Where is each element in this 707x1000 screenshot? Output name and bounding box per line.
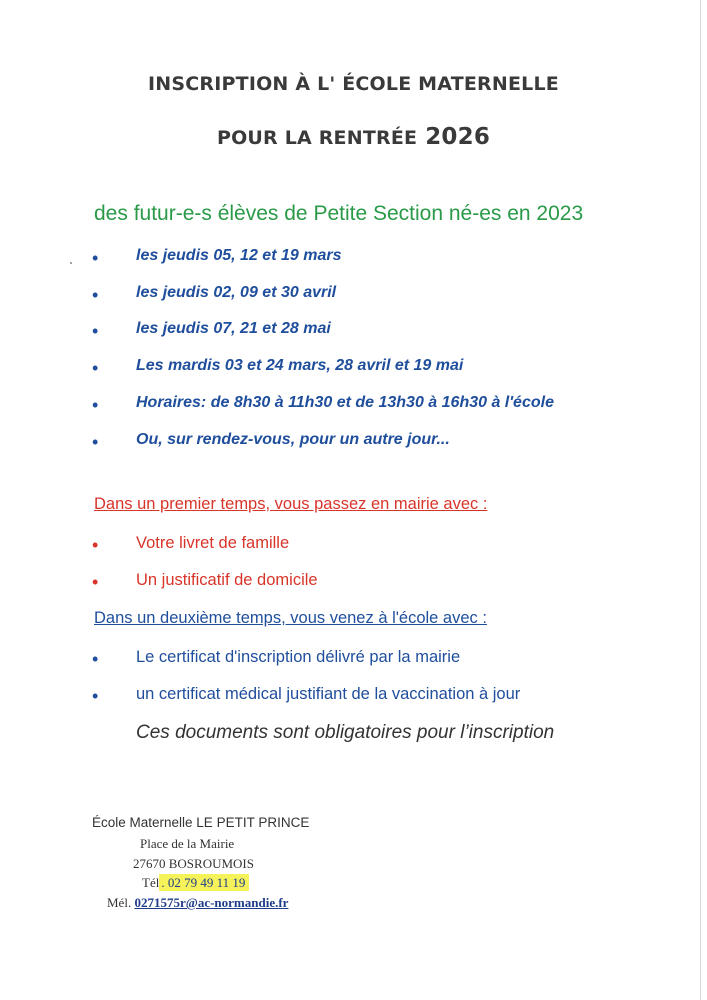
school-city: 27670 BOSROUMOIS — [133, 856, 254, 871]
bullet-icon: • — [92, 649, 99, 669]
required-document: Un justificatif de domicile — [136, 571, 318, 589]
phone-label: Tél — [142, 875, 160, 890]
school-name: École Maternelle LE PETIT PRINCE — [92, 815, 310, 830]
bullet-icon: • — [92, 358, 99, 378]
phone-number[interactable]: . 02 79 49 11 19 — [159, 874, 249, 891]
required-document: un certificat médical justifiant de la vaccination à jour — [136, 685, 521, 703]
step2-heading: Dans un deuxième temps, vous venez à l'école avec : — [94, 609, 487, 627]
date-item: les jeudis 02, 09 et 30 avril — [136, 284, 337, 301]
required-document: Le certificat d'inscription délivré par la mairie — [136, 648, 461, 666]
bullet-icon: • — [92, 432, 99, 452]
bullet-icon: • — [92, 248, 99, 268]
date-item: les jeudis 05, 12 et 19 mars — [136, 247, 342, 264]
bullet-icon: • — [92, 535, 99, 555]
bullet-icon: • — [92, 686, 99, 706]
scan-speck — [70, 262, 72, 264]
bullet-icon: • — [92, 395, 99, 415]
mandatory-note: Ces documents sont obligatoires pour l’inscription — [136, 722, 555, 743]
email-row — [107, 895, 288, 911]
bullet-icon: • — [92, 321, 99, 341]
date-item: Les mardis 03 et 24 mars, 28 avril et 19 mai — [136, 357, 464, 374]
appointment-item: Ou, sur rendez-vous, pour un autre jour... — [136, 431, 450, 448]
subtitle: des futur-e-s élèves de Petite Section né-es en 2023 — [94, 202, 584, 225]
email-link[interactable]: 0271575r@ac-normandie.fr — [134, 895, 289, 910]
title-rentree: POUR LA RENTRÉE — [216, 127, 418, 149]
bullet-icon: • — [92, 285, 99, 305]
hours-item: Horaires: de 8h30 à 11h30 et de 13h30 à 16h30 à l'école — [136, 394, 554, 411]
scan-edge-line — [700, 0, 701, 1000]
title-line-1: INSCRIPTION À L' ÉCOLE MATERNELLE — [148, 73, 559, 95]
date-item: les jeudis 07, 21 et 28 mai — [136, 320, 331, 337]
title-year: 2026 — [425, 124, 491, 150]
phone-row — [142, 875, 249, 891]
school-street: Place de la Mairie — [140, 836, 235, 851]
title-line-2 — [0, 124, 707, 150]
bullet-icon: • — [92, 572, 99, 592]
required-document: Votre livret de famille — [136, 534, 290, 552]
step1-heading: Dans un premier temps, vous passez en mairie avec : — [94, 495, 488, 513]
email-label: Mél. — [107, 895, 132, 910]
